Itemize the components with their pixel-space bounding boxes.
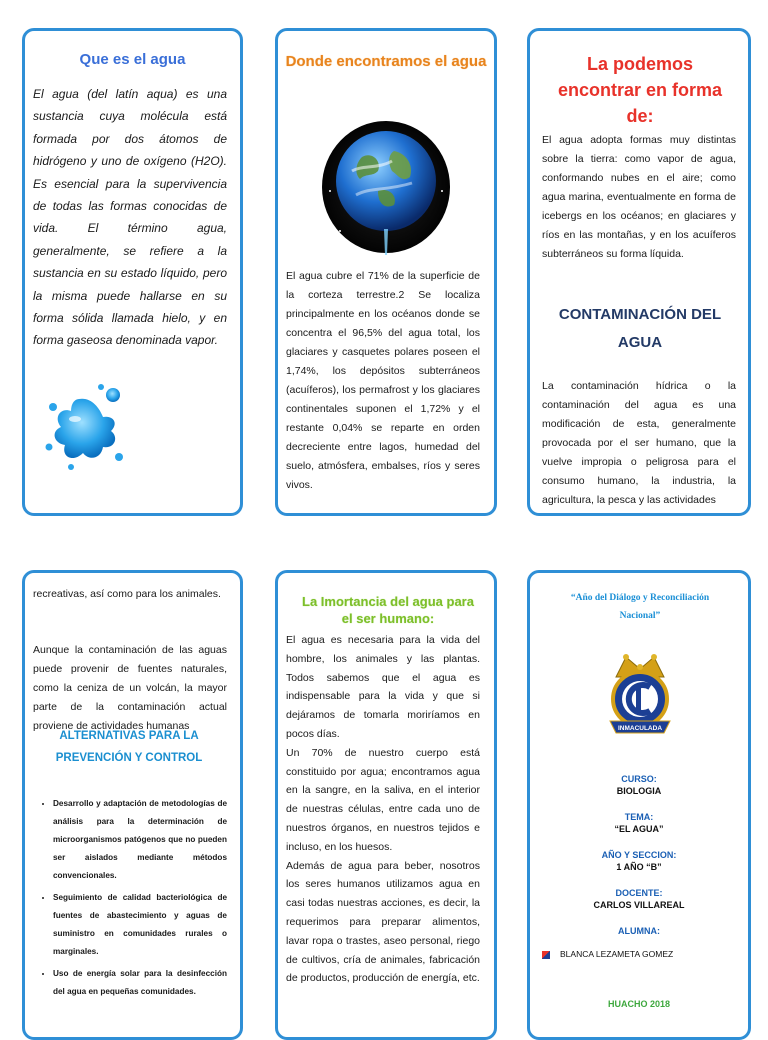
panel-importancia <box>275 570 497 1040</box>
anio-label: AÑO Y SECCION: <box>601 850 677 860</box>
footer-place-year: HUACHO 2018 <box>607 999 671 1009</box>
panel-portada <box>527 570 751 1040</box>
list-item: • Uso de energía solar para la desinfección del agua en pequeñas comunidades. <box>53 965 227 1001</box>
earth-globe-icon <box>322 121 450 257</box>
panel-body: El agua (del latín aqua) es una sustancia cuya molécula está formada por dos átomos de hidrógeno y uno de oxígeno (H2O). Es esencial para la supervivencia de todas las formas conocidas de vida. El término agua, generalmente, se refiere a la sustancia en su estado líquido, pero la misma puede hallarse en su forma sólida llamada hielo, y en forma gaseosa denominada vapor. <box>33 87 227 348</box>
bullet-icon <box>542 951 550 959</box>
panel-donde-encontramos <box>275 28 497 516</box>
section-subtitle: CONTAMINACIÓN DEL AGUA <box>558 306 722 351</box>
tema-value: “EL AGUA” <box>614 824 664 834</box>
alumna-row <box>542 948 742 960</box>
panel-body: El agua es necesaria para la vida del hombre, los animales y las plantas. Todos sabemos que el agua es indispensable para la vida y que si dejáramos de tomarla moriríamos en pocos días. Un 70% de nuestro cuerpo está constituido por agua; encontramos agua en la sangre, en la saliva, en el interior de nuestras células, entre cada uno de nuestros órganos, en nuestros tejidos e incluso, en los huesos. Además de agua para beber, nosotros los seres humanos utilizamos agua en casi todas nuestras acciones, es decir, la requerimos para preparar alimentos, lavar ropa o trastes, aseo personal, riego de cultivos, cría de animales, fabricación de productos, producción de energía, etc. <box>286 634 480 985</box>
alternatives-list <box>33 795 227 1005</box>
section-subtitle: ALTERNATIVAS PARA LA PREVENCIÓN Y CONTROL <box>55 730 203 764</box>
logo-text: INMACULADA <box>617 725 663 732</box>
panel-title: Donde encontramos el agua <box>285 53 487 70</box>
curso-value: BIOLOGIA <box>616 786 662 796</box>
alumna-value: BLANCA LEZAMETA GOMEZ <box>560 949 674 959</box>
tema-block <box>530 811 748 835</box>
alumna-label: ALUMNA: <box>618 926 660 936</box>
water-splash-icon <box>39 377 129 473</box>
panel-contaminacion-cont <box>22 570 243 1040</box>
docente-block <box>530 887 748 911</box>
panel-formas-del-agua <box>527 28 751 516</box>
panel-title: Que es el agua <box>79 51 186 68</box>
motto: “Año del Diálogo y Reconciliación Nacional” <box>570 593 710 621</box>
panel-body: El agua adopta formas muy distintas sobre la tierra: como vapor de agua, conformando nubes en el aire; como agua marina, eventualmente en forma de icebergs en los océanos; en glaciares y ríos en las montañas, y en los acuíferos subterráneos su forma líquida. <box>542 134 736 260</box>
school-crest-logo <box>600 647 680 739</box>
alumna-block <box>530 925 748 937</box>
list-item: • Seguimiento de calidad bacteriológica de fuentes de abastecimiento y aguas de suministro en comunidades rurales o marginales. <box>53 889 227 961</box>
tema-label: TEMA: <box>624 812 654 822</box>
docente-value: CARLOS VILLAREAL <box>593 900 685 910</box>
anio-block <box>530 849 748 873</box>
curso-block <box>530 773 748 797</box>
panel-title: La podemos encontrar en forma de: <box>557 54 723 126</box>
panel-title: La Imortancia del agua para el ser humano: <box>302 594 474 626</box>
panel-body-2: Aunque la contaminación de las aguas puede provenir de fuentes naturales, como la ceniza de un volcán, la mayor parte de la contaminación actual proviene de actividades humanas <box>33 644 227 732</box>
panel-que-es-el-agua <box>22 28 243 516</box>
curso-label: CURSO: <box>621 774 657 784</box>
list-item: • Desarrollo y adaptación de metodologías de análisis para la determinación de microorganismos patógenos que no pueden ser aislados mediante métodos convencionales. <box>53 795 227 885</box>
panel-body: recreativas, así como para los animales. <box>33 588 221 600</box>
panel-body: El agua cubre el 71% de la superficie de la corteza terrestre.2 Se localiza principalmente en los océanos donde se concentra el 96,5% del agua total, los glaciares y casquetes polares poseen el 1,74%, los depósitos subterráneos (acuíferos), los permafrost y los glaciares continentales suponen el 1,72% y el restante 0,04% se reparte en orden decreciente entre lagos, humedad del suelo, atmósfera, embalses, ríos y seres vivos. <box>286 270 480 491</box>
anio-value: 1 AÑO “B” <box>616 862 662 872</box>
docente-label: DOCENTE: <box>615 888 663 898</box>
panel-body-2: La contaminación hídrica o la contaminación del agua es una modificación de esta, generalmente provocada por el ser humano, que la vuelve impropia o peligrosa para el consumo humano, la industria, la agricultura, la pesca y las actividades <box>542 380 736 506</box>
